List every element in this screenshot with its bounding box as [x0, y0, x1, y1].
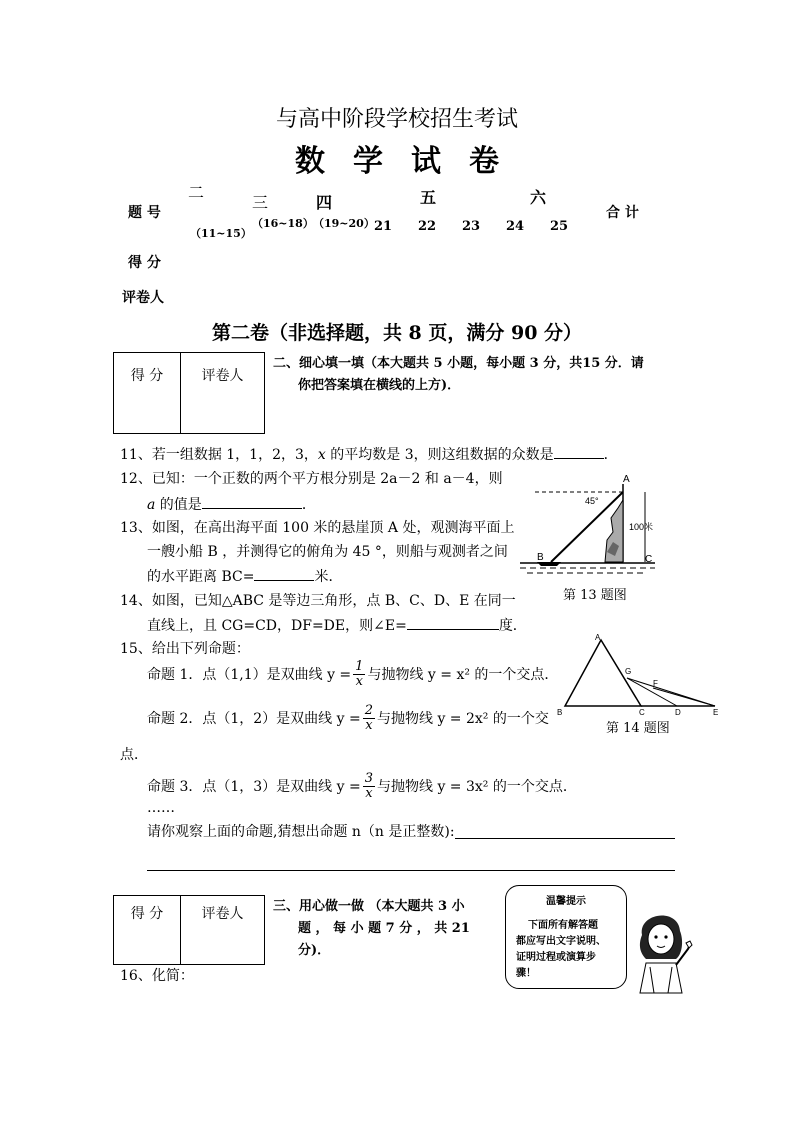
- q11-answer-blank[interactable]: [554, 444, 604, 459]
- fig14-label-a: A: [595, 633, 601, 642]
- question-number: 23: [462, 219, 481, 234]
- section-range: （11~15）: [190, 227, 252, 240]
- q12-end: ．: [301, 497, 316, 513]
- question-12-line1: 12、已知：一个正数的两个平方根分别是 2a－2 和 a－4，则: [120, 471, 503, 487]
- p2-text: 命题 2．点（1，2）是双曲线 y =: [147, 710, 361, 727]
- q11-end: ．: [603, 447, 618, 463]
- q14-text: 直线上，且 CG=CD，DF=DE，则∠E=: [147, 618, 407, 634]
- fig13-label-c: C: [645, 554, 653, 565]
- grader-cell: 评卷人: [201, 368, 244, 384]
- section-range: （16~18）: [252, 217, 314, 230]
- score-cell: 得 分: [114, 353, 181, 433]
- part2-heading-line2: 你把答案填在横线的上方)．: [298, 378, 461, 393]
- figure-13: [515, 470, 665, 582]
- p3-numerator: 3: [364, 771, 373, 786]
- proposition-1: [147, 660, 558, 689]
- fig13-label-height: 100米: [629, 522, 654, 532]
- p1-text: 命题 1．点（1,1）是双曲线 y =: [147, 666, 352, 683]
- row-label-score: 得 分: [128, 255, 161, 271]
- score-box-part2: [113, 352, 265, 434]
- total-label: 合 计: [606, 205, 639, 221]
- fig14-label-e: E: [713, 708, 719, 716]
- fig13-label-b: B: [537, 552, 544, 563]
- ellipsis: ……: [147, 800, 175, 816]
- volume-title: 第二卷（非选择题，共 8 页，满分 90 分）: [211, 322, 583, 344]
- girl-body: [640, 963, 682, 993]
- girl-illustration: [628, 905, 698, 995]
- p1-numerator: 1: [355, 659, 364, 674]
- q13-end: 米．: [314, 569, 343, 585]
- q11-text-2: 的平均数是 3，则这组数据的众数是: [325, 447, 554, 463]
- girl-face: [648, 924, 674, 954]
- q14-answer-blank[interactable]: [407, 615, 499, 630]
- grader-cell: 评卷人: [201, 906, 244, 922]
- question-13-line3: [147, 566, 342, 587]
- school-exam-title: 与高中阶段学校招生考试: [275, 107, 518, 132]
- p1-denominator: x: [355, 674, 363, 689]
- q12-var: a: [147, 497, 156, 513]
- question-14-line2: [147, 615, 527, 636]
- part3-heading-line1: 三、用心做一做 （本大题共 3 小: [273, 899, 465, 914]
- section-label: 五: [420, 188, 437, 207]
- p3-text-2: 与抛物线 y = 3x² 的一个交点．: [377, 778, 577, 795]
- p3-fraction: [363, 772, 375, 801]
- q15-answer-blank-1[interactable]: [455, 838, 675, 839]
- q13-text: 的水平距离 BC=: [147, 569, 255, 585]
- tip-title: 温馨提示: [546, 896, 586, 907]
- p3-denominator: x: [365, 786, 373, 801]
- question-14-line1: 14、如图，已知△ABC 是等边三角形，点 B、C、D、E 在同一: [120, 593, 516, 609]
- question-number: 21: [374, 219, 393, 234]
- question-16: 16、化简：: [120, 968, 194, 984]
- fig14-label-g: G: [625, 667, 632, 676]
- fig14-fe: [653, 688, 715, 706]
- fig13-caption: 第 13 题图: [563, 588, 627, 603]
- p2-text-2: 与抛物线 y = 2x² 的一个交: [377, 710, 549, 727]
- p2-numerator: 2: [364, 703, 373, 718]
- p1-fraction: [353, 660, 365, 689]
- q11-text: 11、若一组数据 1，1，2，3，: [120, 447, 318, 463]
- q13-answer-blank[interactable]: [254, 566, 314, 581]
- part3-heading-line3: 分)．: [298, 943, 331, 958]
- part2-heading-line1: 二、细心填一填（本大题共 5 小题，每小题 3 分，共15 分．请: [273, 356, 644, 371]
- girl-eye-left: [654, 935, 657, 938]
- fig14-label-f: F: [653, 679, 658, 688]
- q12-text: 的值是: [155, 497, 202, 513]
- row-label-grader: 评卷人: [122, 290, 164, 306]
- fig13-label-a: A: [623, 474, 630, 485]
- girl-eye-right: [664, 935, 667, 938]
- p2-denominator: x: [365, 718, 373, 733]
- tip-line-1: 下面所有解答题: [528, 920, 598, 931]
- q12-answer-blank[interactable]: [202, 494, 302, 509]
- score-box-part3: [113, 895, 265, 965]
- fig13-label-angle: 45°: [585, 496, 599, 506]
- section-label: 三: [252, 193, 269, 212]
- proposition-2-tail: 点．: [120, 747, 148, 763]
- proposition-2: [147, 704, 549, 733]
- question-12-line2: [147, 494, 316, 515]
- question-13-line2: 一艘小船 B ，并测得它的俯角为 45 °，则船与观测者之间: [147, 544, 508, 560]
- q15-answer-blank-2[interactable]: [147, 870, 675, 871]
- part3-heading-line2: 题 ， 每 小 题 7 分 ， 共 21: [298, 921, 470, 936]
- p2-fraction: [363, 704, 375, 733]
- fig14-caption: 第 14 题图: [606, 721, 670, 736]
- figure-14: [557, 632, 722, 716]
- section-label: 四: [316, 193, 333, 212]
- tip-box: [505, 885, 627, 989]
- fig14-label-d: D: [675, 708, 681, 716]
- tip-line-3: 证明过程或演算步: [516, 952, 596, 963]
- tip-line-4: 骤！: [516, 968, 536, 979]
- p3-text: 命题 3．点（1，3）是双曲线 y =: [147, 778, 361, 795]
- fig14-label-c: C: [639, 708, 645, 716]
- score-cell: 得 分: [114, 896, 181, 964]
- girl-hand: [686, 941, 692, 948]
- q14-end: 度．: [498, 618, 527, 634]
- proposition-3: [147, 772, 577, 801]
- fig14-label-b: B: [557, 708, 563, 716]
- question-15-guess: 请你观察上面的命题,猜想出命题 n（n 是正整数):: [147, 824, 455, 840]
- question-13-line1: 13、如图，在高出海平面 100 米的悬崖顶 A 处，观测海平面上: [120, 520, 515, 536]
- row-label-questions: 题 号: [128, 205, 161, 221]
- p1-text-2: 与抛物线 y = x² 的一个交点．: [367, 666, 559, 683]
- question-11: [120, 444, 618, 465]
- section-range: （19~20）: [313, 217, 375, 230]
- question-number: 24: [506, 219, 525, 234]
- q11-var: x: [317, 447, 326, 463]
- question-number: 25: [550, 219, 569, 234]
- tip-line-2: 都应写出文字说明、: [516, 936, 606, 947]
- question-15-line1: 15、给出下列命题：: [120, 641, 250, 657]
- section-label: 六: [530, 188, 547, 207]
- exam-subject-title: 数学试卷: [295, 144, 527, 179]
- section-label: 二: [188, 183, 205, 202]
- question-number: 22: [418, 219, 437, 234]
